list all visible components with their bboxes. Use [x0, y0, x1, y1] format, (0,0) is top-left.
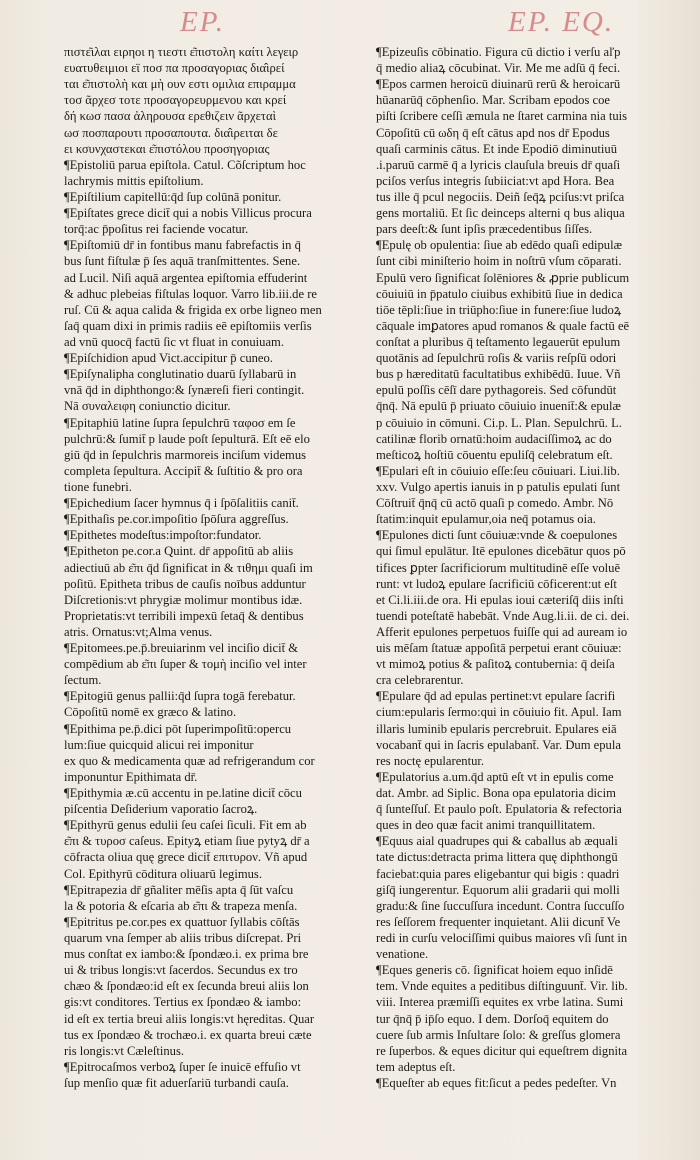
text-line: gens mortaliū. Et ſic deinceps alterni q bus aliqua	[376, 206, 625, 221]
text-line: ¶Epitomees.pe.p̄.breuiarinm vel inciſio dicit̄ &	[64, 641, 299, 656]
text-line: res noctę epularentur.	[376, 753, 485, 768]
text-line: viii. Interea præmiſſi equites ex vrbe latina. Sumi	[376, 995, 624, 1010]
text-line: πιστε͂ιλαι ειρηοι η τιεστι ε͂πιστολη καίτι λεγειρ	[64, 45, 299, 59]
text-line: poſitū. Epitheta tribus de cauſis noībus adduntur	[64, 576, 306, 591]
text-line: re ſuperbos. & eques dicitur qui equeſtrem dignita	[376, 1043, 628, 1058]
text-line: mus conſtat ex iambo:& ſpondæo.i. ex prima bre	[64, 947, 309, 962]
text-line: ¶Equeſter ab eques fit:ſicut a pedes pedeſter. Vn	[376, 1076, 617, 1090]
text-line: τοσ ᾶρχεσ τοτε προσαγορευρμενου και κρεί	[64, 93, 287, 108]
text-line: ¶Epithima pe.p̄.dici pōt ſuperimpoſitū:opercu	[64, 721, 292, 736]
text-line: vocabant̄ qui in ſacris epulabant̄. Var. Dum epula	[376, 737, 621, 752]
text-line: ¶Epiſtates grece dicit̄ qui a nobis Villicus procura	[64, 206, 312, 221]
text-line: ques in deo quæ facit animi tranquillitatem.	[376, 818, 596, 833]
text-line: giſq̄ iungerentur. Equorum alii gradarii qui molli	[376, 882, 620, 897]
text-line: res ſeſſorem frequenter inquietant. Alii dicunt̄ Ve	[376, 914, 621, 929]
text-line: ¶Epitrapezia dr̄ gñaliter mēſis apta q̄ ſūt vaſcu	[64, 882, 294, 897]
text-line: imponuntur Epithimata dr̄.	[64, 769, 198, 784]
text-line: Diſcretionis:vt phrygiæ molimur montibus idæ.	[64, 592, 303, 607]
text-line: ¶Epulones dicti ſunt cōuiuæ:vnde & coepulones	[376, 528, 618, 543]
text-line: ¶Epistoliū parua epiſtola. Catul. Cõſcriptum hoc	[64, 157, 306, 172]
text-line: completa ſepultura. Accipit̄ & ſuſtitio & pro ora	[64, 463, 303, 478]
text-line: ¶Epitrocaſmos verboꝝ ſuper ſe inuicē effuſio vt	[64, 1059, 301, 1074]
text-line: Proprietatis:vt terribili impexū ſetaq̄ & dentibus	[64, 608, 304, 623]
text-line: ωσ ποσπαρουτι προσαπουτα. δια̂ιρειται δε	[64, 125, 278, 140]
text-line: qui ſimul epulātur. Itē epulones dicebātur quos pō	[376, 544, 626, 559]
text-line: ¶Epulari eſt in cōuiuio eſſe:ſeu cōuiuari. Liui.lib.	[376, 463, 620, 478]
text-line: ¶Epithetes modeſtus:impoſtor:fundator.	[64, 528, 262, 543]
text-line: id eſt ex tertia breui aliis longis:vt hęreditas. Quar	[64, 1011, 315, 1026]
text-line: ¶Epulatorius a.um.q̄d aptū eſt vt in epulis come	[376, 769, 614, 784]
text-line: venatione.	[376, 947, 429, 962]
text-line: ¶Epiſtilium capitellū:q̄d ſup colūnā ponitur.	[64, 189, 282, 204]
text-line: chæo & ſpondæo:id eſt ex ſecunda breui aliis lon	[64, 979, 309, 994]
text-line: ſtatim:inquit epulamur,oia neq̄ potamus oia.	[376, 512, 596, 527]
text-line: tuendi poteſtatē habebāt. Vnde Aug.li.ii. de ci. dei.	[376, 608, 630, 623]
text-line: illaris luminib epularis percrebruit. Epulares eiā	[376, 721, 617, 736]
text-line: tem adeptus eſt.	[376, 1059, 456, 1074]
text-line: q̄ ſunteſſuſ. Et paulo poſt. Epulatoria & refectoria	[376, 802, 622, 817]
text-line: Cōſtruit̄ q̄nq̄ cū actō quaſi p comedo. Ambr. Nō	[376, 496, 614, 511]
text-line: δή κωσ πασα ἀληρουσα ερεθιζειν ᾶρχεταὶ	[64, 109, 276, 124]
text-line: et Ci.li.iii.de ora. Hi epulas ioui cæteriſq̄ diis inſti	[376, 592, 624, 607]
text-line: ſup menſio quæ fit aduerſariū turbandi cauſa.	[64, 1076, 289, 1090]
text-line: cuere ſub armis Inſultare ſolo: & greſſus glomera	[376, 1027, 621, 1042]
text-line: adiectiuū ab ε͂πι q̄d ſignificat in & τιθημι quaſi im	[64, 560, 313, 575]
text-line: uis mēſam ſtatuæ appoſitā perpetui erant cōuiuæ:	[376, 641, 622, 656]
text-line: ¶Equus aial quadrupes qui & caballus ab æquali	[376, 834, 618, 849]
text-line: ¶Eques generis cō. ſignificat hoiem equo inſidē	[376, 963, 613, 978]
text-line: ruſ. Cū & aqua calida & frigida ex orbe ligneo men	[64, 302, 322, 317]
text-line: piſcentia Deſiderium vaporatio ſacroꝝ.	[64, 802, 258, 817]
text-line: hūanarūq̄ cōphenſio. Mar. Scribam epodos coe	[376, 93, 610, 108]
left-text-column	[64, 44, 356, 1091]
text-line: cōuiuiū in p̄patulo ciuibus exhibitū ſiue in dedica	[376, 286, 623, 301]
text-line: epulū poſſis cēſī dare pythagoreis. Sed cōfundūt	[376, 383, 617, 398]
text-line: ui & tribus longis:vt ſacerdos. Secundus ex tro	[64, 963, 298, 978]
text-line: pciſos verſus integris ſubiiciat:vt apd Hora. Bea	[376, 173, 615, 188]
text-line: ¶Epizeuſis cōbinatio. Figura cū dictio i verſu aľp	[376, 45, 621, 59]
text-line: Nā συναλειφη coniunctio dicitur.	[64, 399, 231, 414]
text-line: ¶Epulare q̄d ad epulas pertinet:vt epulare ſacrifi	[376, 689, 616, 704]
text-line: Cōpoſitū nomē ex græco & latino.	[64, 705, 237, 720]
text-line: cāquale imꝑatores apud romanos & quale factū eē	[376, 318, 630, 333]
text-line: lachrymis mittis epiſtolium.	[64, 173, 204, 188]
text-line: ad Lucil. Niſi aquā argentea epiſtomia effuderint	[64, 270, 308, 285]
text-line: ¶Epitheton pe.cor.a Quint. dr̄ appoſitū ab aliis	[64, 544, 294, 559]
text-line: ¶Epithymia æ.cū accentu in pe.latine dicit̄ cōcu	[64, 786, 302, 801]
text-line: tate dictus:detracta prima littera quę diphthongū	[376, 850, 618, 865]
text-line: ευατυθειμιοι εϊ ποσ πα προσαγοριας δια̂ιρεί	[64, 61, 285, 76]
text-line: faciebat:quia pares eligebantur qui bigis : quadri	[376, 866, 620, 881]
right-text-column	[376, 44, 668, 1091]
text-line: q̄nq̄. Nā epulū p̄ priuato cōuiuio inuenit̄:& epulæ	[376, 399, 621, 414]
text-line: ¶Epitogiū genus pallii:q̄d ſupra togā ferebatur.	[64, 689, 296, 704]
text-line: dat. Ambr. ad Siplic. Bona opa epulatoria dicim	[376, 786, 616, 801]
text-line: quotānis ad ſepulchrū roſis & variis reſpſū odori	[376, 351, 617, 366]
text-line: p cōuiuio in cōmuni. Ci.p. L. Plan. Sepulchrū. L.	[376, 415, 622, 430]
text-line: ¶Epiſchidion apud Vict.accipitur p̄ cuneo.	[64, 351, 273, 366]
text-line: Epulū vero ſignificat ſolēniores & ꝓprie publicum	[376, 270, 630, 285]
text-line: q̄ medio aliaꝝ cōcubinat. Vir. Me me adſū q̄ feci.	[376, 61, 621, 76]
text-line: ¶Epithyrū genus edulii ſeu caſei ſiculi. Fit em ab	[64, 818, 307, 833]
text-line: tem. Vnde equites a peditibus diſtinguunt̄. Vir. lib.	[376, 979, 628, 994]
text-line: ſaq̄ quam dixi in primis radiis eē epiſtomiis verſis	[64, 318, 312, 333]
text-line: ¶Epitritus pe.cor.pes ex quattuor ſyllabis cōſtās	[64, 914, 300, 929]
text-line: vt mimoꝝ potius & paſitoꝝ contubernia: q̄ deiſa	[376, 657, 615, 672]
text-line: redi in curſu velociſſimi quibus maiores vſi ſunt in	[376, 931, 628, 946]
text-line: giū q̄d in ſepulchris marmoreis inciſum videmus	[64, 447, 307, 462]
text-line: gradu:& ſine ſuccuſſura incedunt. Contra ſuccuſſo	[376, 898, 625, 913]
text-line: ſectum.	[64, 673, 102, 688]
text-line: ¶Epiſynalipha conglutinatio duarū ſyllabarū in	[64, 367, 297, 382]
text-line: tifices ꝑpter ſacrificiorum multitudinē eſſe voluē	[376, 560, 621, 575]
text-line: vnā q̄d in diphthongo:& ſynæreſi fieri contingit.	[64, 383, 305, 398]
text-line: pulchrū:& ſumit̄ p laude poſt ſepulturā. Eſt eē elo	[64, 431, 310, 446]
text-line: pars deeſt:& ſunt ipſis præcedentibus ſiſſes.	[376, 222, 593, 237]
text-line: runt: vt ludoꝝ epulare ſacrificiū cōficerent:ut eſt	[376, 576, 617, 591]
text-line: la & potoria & eſcaria ab ε͂πι & trapeza menſa.	[64, 898, 298, 913]
text-line: cium:epularis ſermo:qui in cōuiuio fit. Apul. Iam	[376, 705, 622, 720]
text-line: xxv. Vulgo apertis ianuis in p patulis epulati ſunt	[376, 479, 621, 494]
text-line: meſticoꝝ hoſtiū cōuentu epuliſq̄ celebratum eſt.	[376, 447, 613, 462]
text-line: ται ε͂πιστολὴ και μὴ ουν εστι ομιλια επιραμμα	[64, 77, 296, 92]
text-line: ſunt cibi miniſterio hoim in noſtrū vſum cōparati.	[376, 254, 622, 269]
text-line: Afferit epulones perpetuos fuiſſe qui ad auream io	[376, 624, 628, 639]
text-line: tione funebri.	[64, 479, 132, 494]
text-line: ε͂πι & τυροσ caſeus. Epityꝝ etiam ſiue pytyꝝ dr̄ a	[64, 834, 310, 849]
text-line: gis:vt conditores. Tertius ex ſpondæo & iambo:	[64, 995, 302, 1010]
text-line: ¶Epitaphiū latine ſupra ſepulchrū ταφοσ em ſe	[64, 415, 296, 430]
text-line: tiōe tēpli:ſiue in triūpho:ſiue in funere:ſiue ludoꝝ	[376, 302, 622, 317]
text-line: quarum vna ſemper ab aliis tribus diſcrepat. Pri	[64, 931, 302, 946]
text-line: cra celebrarentur.	[376, 673, 464, 688]
text-line: ¶Epos carmen heroicū diuinarū rerū & heroicarū	[376, 77, 621, 92]
text-line: ¶Epiſtomiū dr̄ in fontibus manu fabrefactis in q̄	[64, 238, 301, 253]
text-line: & adhuc plebeias fiſtulas loquor. Varro lib.iii.de re	[64, 286, 317, 301]
text-line: ¶Epithaſis pe.cor.impoſitio ſpōſura aggreſſus.	[64, 512, 289, 527]
text-line: tus ille q̄ pcul negociis. Deiñ ſeq̄ꝝ pciſus:vt priſca	[376, 189, 625, 204]
text-line: ¶Epulę ob opulentia: ſiue ab edēdo quaſi edipulæ	[376, 238, 622, 253]
text-line: compēdium ab ε͂πι ſuper & τομὴ inciſio vel inter	[64, 657, 307, 672]
text-line: Col. Epithyrū cōditura oliuarū legimus.	[64, 866, 262, 881]
text-line: conſtat a pluribus q̄ teſtamento legauerūt epulum	[376, 334, 621, 349]
text-line: tur q̄nq̄ p̄ ip̄ſo equo. I dem. Dorſoq̄ equitem do	[376, 1011, 609, 1026]
text-line: piſti ſcribere ceſſi æmula ne ſtaret carmina nia tuis	[376, 109, 628, 124]
text-line: cōfracta oliua quę grece dicit̄ επιτυρον. Vñ apud	[64, 850, 308, 865]
text-line: atris. Ornatus:vt;Alma venus.	[64, 624, 213, 639]
text-line: lum:ſiue quicquid alicui rei imponitur	[64, 737, 254, 752]
text-line: .i.paruū carmē q̄ a lyricis clauſula breuis dr̄ quaſi	[376, 157, 621, 172]
text-line: quaſi carminis cātus. Et inde Epodiō diminutiuū	[376, 141, 617, 156]
text-line: bus ſunt fiſtulæ p̄ ſes aquā tranſmittentes. Sene.	[64, 254, 301, 269]
text-line: ¶Epichedium ſacer hymnus q̄ i ſpōſalitiis canit̄.	[64, 496, 299, 511]
text-line: ris longis:vt Cæleſtinus.	[64, 1043, 185, 1058]
text-line: torq̄:ac p̄poſitus rei faciende vocatur.	[64, 222, 249, 237]
running-head-right: EP. EQ.	[508, 6, 615, 38]
running-head-left: EP.	[180, 6, 225, 38]
text-line: ex quo & medicamenta quæ ad refrigerandum cor	[64, 753, 315, 768]
text-line: Cōpoſitū cū ωδη q̄ eſt cātus apd nos dr̄ Epodus	[376, 125, 610, 140]
text-line: catilinæ florib ornatū:hoim audaciſſimoꝝ ac do	[376, 431, 612, 446]
text-line: ει κσυνχαστεκαι ε͂πιστόλου προσηγοριας	[64, 141, 270, 156]
text-line: bus p hæreditatū facultatibus exhibēdū. Iuue. Vñ	[376, 367, 621, 382]
text-line: ad vnū quocq̄ factū ſic vt fluat in conuiuam.	[64, 334, 284, 349]
text-line: tus ex ſpondæo & trochæo.i. ex quarta breui cæte	[64, 1027, 312, 1042]
